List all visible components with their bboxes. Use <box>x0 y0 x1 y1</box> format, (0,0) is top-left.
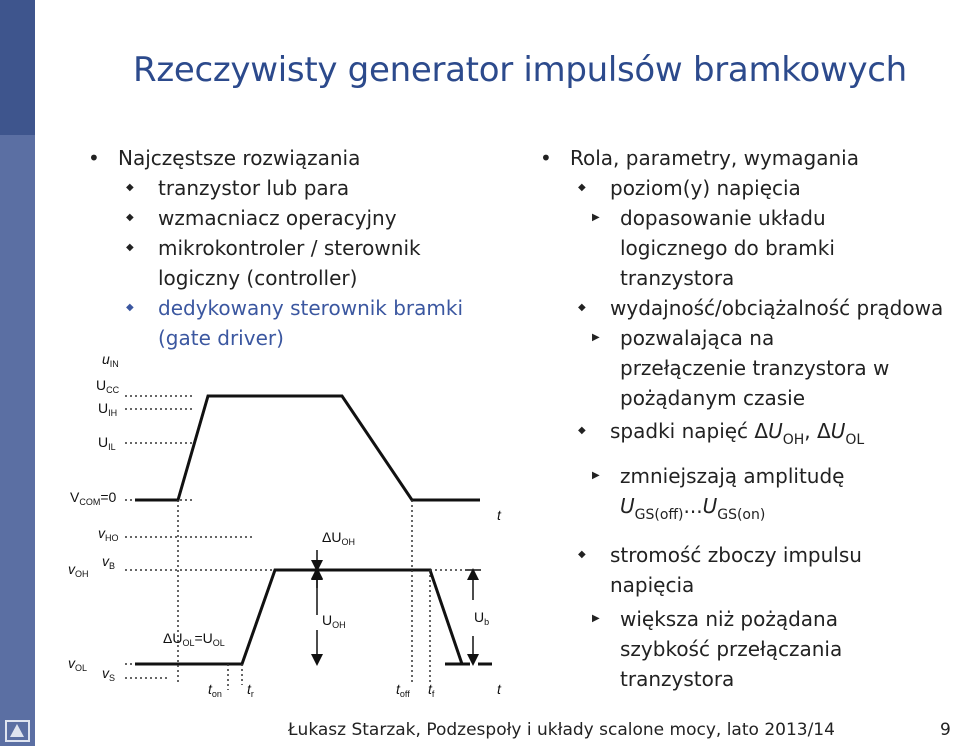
amp-dots: ... <box>683 494 703 518</box>
right-sub-speed: ▶ większa niż pożądana szybkość przełączania tranzystora <box>580 604 880 694</box>
label-t-lower: t <box>497 681 501 697</box>
label-uih: $U_{IH}$ <box>98 400 118 418</box>
label-voh: $v_{OH}$ <box>68 561 89 579</box>
label-uin: $u_{IN}$ <box>102 351 119 369</box>
right-sub-switching: ▶ pozwalająca na przełączenie tranzystora w pożądanym czasie <box>580 323 900 413</box>
delta-symbol-2: Δ <box>817 419 831 443</box>
left-item-4: ◆ dedykowany sterownik bramki (gate driver) <box>120 293 498 353</box>
left-column <box>88 143 508 353</box>
label-ton: $t_{on}$ <box>208 681 222 699</box>
amp-u1: U <box>620 494 635 518</box>
right-sub-amplitude <box>580 461 900 530</box>
right-item-drops <box>572 416 960 455</box>
delta-symbol: Δ <box>754 419 769 443</box>
label-ub: $U_b$ <box>474 609 490 627</box>
drops-s2: OL <box>845 432 865 448</box>
drops-u1: U <box>768 419 783 443</box>
drops-u2: U <box>830 419 846 443</box>
right-item-slope: ◆ stromość zboczy impulsu napięcia <box>572 540 900 600</box>
university-logo <box>0 715 35 746</box>
label-ucc: $U_{CC}$ <box>96 377 120 395</box>
right-item-voltage: ◆ poziom(y) napięcia <box>572 173 960 203</box>
right-heading: • Rola, parametry, wymagania <box>540 143 960 173</box>
right-sub-matching: ▶ dopasowanie układu logicznego do bramki tranzystora <box>580 203 860 293</box>
logo-icon <box>0 715 35 746</box>
amp-s2: GS(on) <box>717 507 766 523</box>
label-delta-uol: $\Delta U_{OL}=U_{OL}$ <box>163 630 225 648</box>
amplitude-text: zmniejszają amplitudę <box>620 464 845 488</box>
amp-s1: GS(off) <box>634 507 684 523</box>
drops-comma: , <box>804 419 817 443</box>
side-decor-bar-top <box>0 0 35 135</box>
left-item-2: ◆ wzmacniacz operacyjny <box>120 203 508 233</box>
amp-u2: U <box>702 494 718 518</box>
label-uil: $U_{IL}$ <box>98 434 116 452</box>
output-waveform <box>135 570 470 664</box>
page-number: 9 <box>940 720 951 740</box>
label-toff: $t_{off}$ <box>396 681 410 699</box>
label-tr: $t_r$ <box>247 681 254 699</box>
label-uoh: $U_{OH}$ <box>322 612 346 630</box>
label-delta-uoh: $\Delta U_{OH}$ <box>322 529 355 547</box>
label-vb: $v_B$ <box>102 553 116 571</box>
right-item-current: ◆ wydajność/obciążalność prądowa <box>572 293 960 323</box>
gate-pulse-diagram <box>60 351 580 705</box>
footer <box>0 715 960 746</box>
right-column <box>540 143 960 694</box>
drops-s1: OH <box>782 432 805 448</box>
left-heading: • Najczęstsze rozwiązania <box>88 143 508 173</box>
label-vs: $v_S$ <box>102 665 116 683</box>
left-item-3: ◆ mikrokontroler / sterownik logiczny (controller) <box>120 233 468 293</box>
label-t-upper: t <box>497 507 501 523</box>
left-item-1: ◆ tranzystor lub para <box>120 173 508 203</box>
label-vcom: $V_{COM}=0$ <box>70 489 117 507</box>
drops-text: spadki napięć <box>610 419 755 443</box>
label-tf: $t_f$ <box>428 681 435 699</box>
slide-title: Rzeczywisty generator impulsów bramkowych <box>133 50 907 90</box>
label-vho: $v_{HO}$ <box>98 525 119 543</box>
label-vol: $v_{OL}$ <box>68 655 88 673</box>
footer-text: Łukasz Starzak, Podzespoły i układy scalone mocy, lato 2013/14 <box>288 720 835 740</box>
input-waveform <box>135 396 480 500</box>
